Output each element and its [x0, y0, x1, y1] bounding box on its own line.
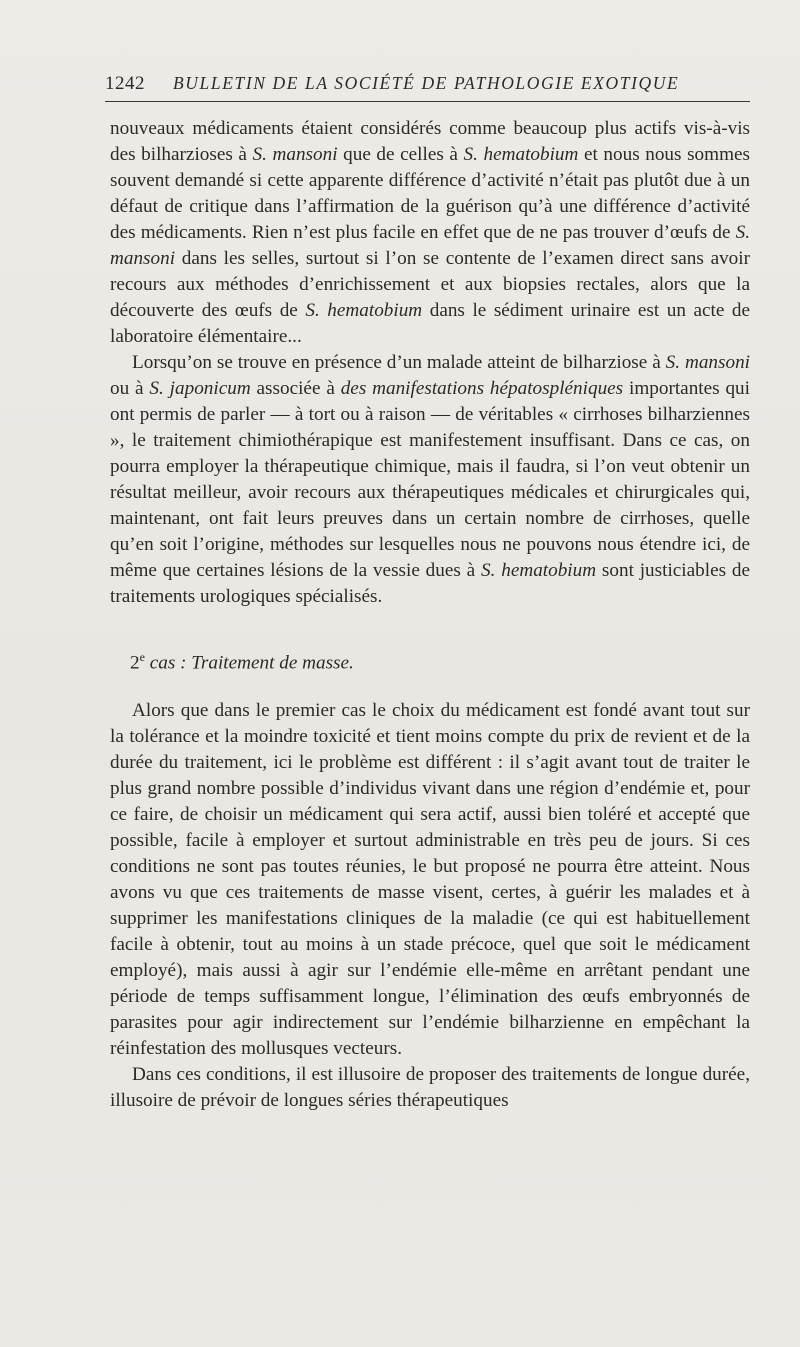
- paragraph-3: Alors que dans le premier cas le choix du médicament est fondé avant tout sur la tolérance et la moindre toxicité et tient moins compte du prix de revient et de la durée du traitement, ici le problème est différent : il s’agit avant tout de traiter le plus grand nombre possible d’individus vivant dans une région d’endémie et, pour ce faire, de choisir un médicament qui sera actif, aussi bien toléré et accepté que possible, facile à employer et surtout administrable en très peu de jours. Si ces conditions ne sont pas toutes réunies, le but proposé ne pourra être atteint. Nous avons vu que ces traitements de masse visent, certes, à guérir les malades et à supprimer les manifestations cliniques de la maladie (ce qui est habituellement facile à obtenir, tout au moins à un stade précoce, quel que soit le médicament employé), mais aussi à agir sur l’endémie elle-même en arrêtant pendant une période de temps suffisamment longue, l’élimination des œufs embryonnés de parasites pour agir indirectement sur l’endémie bilharzienne en empêchant la réinfestation des mollusques vecteurs.: [110, 700, 750, 1060]
- section-subheading: 2e cas : Traitement de masse.: [130, 650, 354, 674]
- page-header: [105, 73, 750, 103]
- body-text: [110, 116, 750, 1114]
- header-rule: [105, 101, 750, 102]
- running-title: BULLETIN DE LA SOCIÉTÉ DE PATHOLOGIE EXOTIQUE: [173, 73, 680, 93]
- paragraph-2: Lorsqu’on se trouve en présence d’un malade atteint de bilharziose à S. mansoni ou à S. japonicum associée à des manifestations hépatospléniques importantes qui ont permis de parler — à tort ou à raison — de véritables « cirrhoses bilharziennes », le traitement chimiothérapique est manifestement insuffisant. Dans ce cas, on pourra employer la thérapeutique chimique, mais il faudra, si l’on veut obtenir un résultat meilleur, avoir recours aux thérapeutiques médicales et chirurgicales qui, maintenant, ont fait leurs preuves dans un certain nombre de cirrhoses, quelle qu’en soit l’origine, méthodes sur lesquelles nous ne pouvons nous étendre ici, de même que certaines lésions de la vessie dues à S. hematobium sont justiciables de traitements urologiques spécialisés.: [110, 352, 751, 607]
- paragraph-4: Dans ces conditions, il est illusoire de proposer des traitements de longue durée, illusoire de prévoir de longues séries thérapeutiques: [110, 1064, 750, 1112]
- page-number: 1242: [105, 73, 145, 94]
- paragraph-1: nouveaux médicaments étaient considérés comme beaucoup plus actifs vis-à-vis des bilharzioses à S. mansoni que de celles à S. hematobium et nous nous sommes souvent demandé si cette apparente différence d’activité n’était pas plutôt due à un défaut de critique dans l’affirmation de la guérison qu’à une différence d’activité des médicaments. Rien n’est plus facile en effet que de ne pas trouver d’œufs de S. mansoni dans les selles, surtout si l’on se contente de l’examen direct sans avoir recours aux méthodes d’enrichissement et aux biopsies rectales, alors que la découverte des œufs de S. hematobium dans le sédiment urinaire est un acte de laboratoire élémentaire...: [110, 118, 751, 347]
